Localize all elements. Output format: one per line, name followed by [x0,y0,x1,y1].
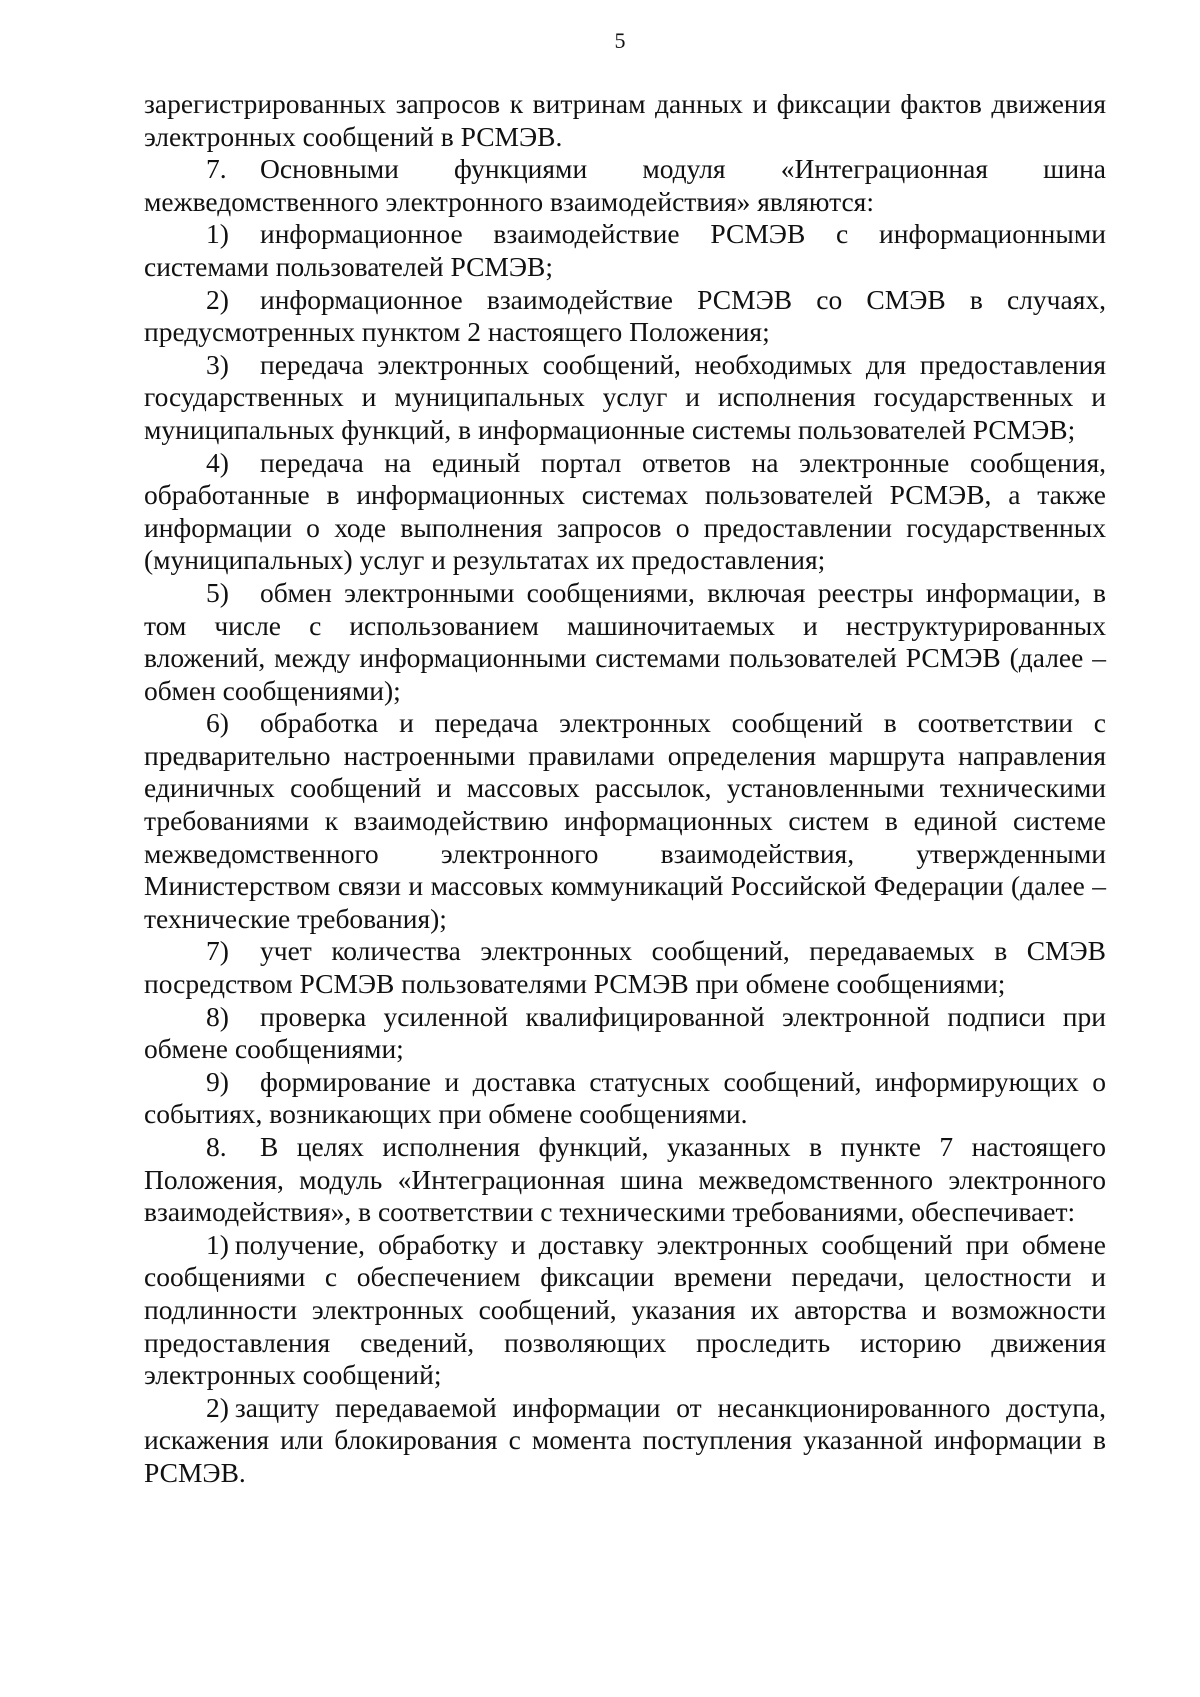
item-number: 8) [206,1000,229,1032]
paragraph-text: учет количества электронных сообщений, передаваемых в СМЭВ посредством РСМЭВ пользователями РСМЭВ при обмене сообщениями; [144,935,1106,1000]
list-item [144,218,1106,283]
clause-7 [144,153,1106,218]
paragraph-text: обмен электронными сообщениями, включая реестры информации, в том числе с использованием машиночитаемых и неструктурированных вложений, между информационными системами пользователей РСМЭВ (далее – обмен сообщениями); [144,576,1106,706]
paragraph-text: информационное взаимодействие РСМЭВ с информационными системами пользователей РСМЭВ; [144,218,1106,282]
paragraph-continuation [144,88,1106,153]
page-number: 5 [614,28,626,53]
paragraph-text: передача электронных сообщений, необходимых для предоставления государственных и муниципальных услуг и исполнения государственных и муниципальных функций, в информационные системы пользователей РСМЭВ; [144,348,1106,445]
paragraph-text: обработка и передача электронных сообщений в соответствии с предварительно настроенными правилами определения маршрута направления единичных сообщений и массовых рассылок, установленными техническими требованиями к взаимодействию информационных систем в единой системе межведомственного электронного взаимодействия, утвержденными Министерством связи и массовых коммуникаций Российской Федерации (далее – технические требования); [144,707,1106,934]
item-number: 2) [206,1391,229,1423]
item-number: 7) [206,935,229,967]
item-number: 3) [206,348,229,380]
paragraph-text: зарегистрированных запросов к витринам данных и фиксации фактов движения электронных сообщений в РСМЭВ. [144,88,1106,152]
item-number: 5) [206,576,229,608]
paragraph-text: Основными функциями модуля «Интеграционная шина межведомственного электронного взаимодействия» являются: [144,153,1106,217]
list-item [144,284,1106,349]
list-item [144,577,1106,707]
clause-number: 7. [206,153,227,185]
document-body [144,88,1106,1490]
item-number: 9) [206,1065,229,1097]
clause-8 [144,1131,1106,1229]
paragraph-text: защиту передаваемой информации от несанкционированного доступа, искажения или блокирования с момента поступления указанной информации в РСМЭВ. [144,1391,1106,1488]
list-item [144,707,1106,935]
list-item [144,349,1106,447]
item-number: 6) [206,707,229,739]
list-item [144,1392,1106,1490]
item-number: 1) [206,1228,229,1260]
paragraph-text: В целях исполнения функций, указанных в пункте 7 настоящего Положения, модуль «Интеграционная шина межведомственного электронного взаимодействия», в соответствии с техническими требованиями, обеспечивает: [144,1131,1106,1228]
list-item [144,447,1106,577]
list-item [144,1001,1106,1066]
paragraph-text: информационное взаимодействие РСМЭВ со СМЭВ в случаях, предусмотренных пунктом 2 настоящего Положения; [144,283,1106,348]
list-item [144,1229,1106,1392]
list-item [144,935,1106,1000]
item-number: 4) [206,446,229,478]
clause-number: 8. [206,1131,227,1162]
paragraph-text: проверка усиленной квалифицированной электронной подписи при обмене сообщениями; [144,1000,1106,1065]
paragraph-text: формирование и доставка статусных сообщений, информирующих о событиях, возникающих при обмене сообщениями. [144,1065,1106,1130]
item-number: 1) [206,218,229,250]
list-item [144,1066,1106,1131]
paragraph-text: получение, обработку и доставку электронных сообщений при обмене сообщениями с обеспечением фиксации времени передачи, целостности и подлинности электронных сообщений, указания их авторства и возможности предоставления сведений, позволяющих проследить историю движения электронных сообщений; [144,1228,1106,1391]
paragraph-text: передача на единый портал ответов на электронные сообщения, обработанные в информационных системах пользователей РСМЭВ, а также информации о ходе выполнения запросов о предоставлении государственных (муниципальных) услуг и результатах их предоставления; [144,446,1106,576]
item-number: 2) [206,283,229,315]
